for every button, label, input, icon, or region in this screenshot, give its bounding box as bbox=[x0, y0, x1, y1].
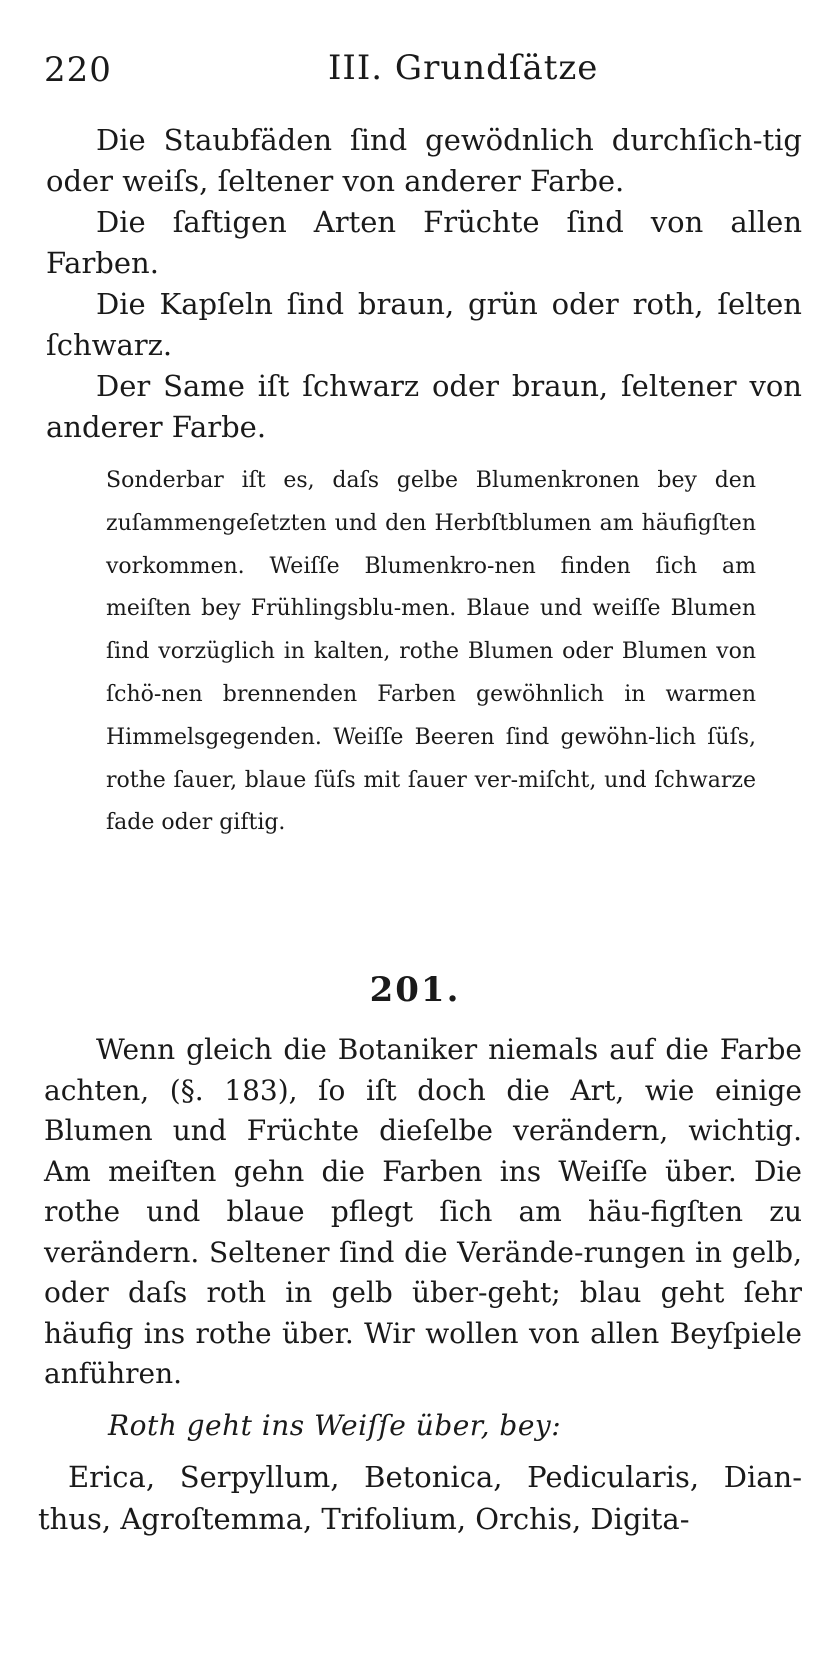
note-text: Sonderbar iſt es, daſs gelbe Blumenkronen bey den zuſammengeſetzten und den Herbſtblumen am häufigſten vorkommen. Weiſſe Blumenkro-nen finden ſich am meiſten bey Frühlingsblu-men. Blaue und weiſſe Blumen ſind vorzüglich in kalten, rothe Blumen oder Blumen von ſchö-nen brennenden Farben gewöhnlich in warmen Himmelsgegenden. Weiſſe Beeren ſind gewöhn-lich ſüſs, rothe ſauer, blaue ſüſs mit ſauer ver-miſcht, und ſchwarze fade oder giftig. bbox=[106, 468, 756, 836]
footnote-block bbox=[106, 460, 756, 845]
paragraph-staubfaeden: Die Staubfäden ſind gewödnlich durchſich-tig oder weiſs, ſeltener von anderer Farbe. bbox=[46, 123, 802, 198]
species-list-text: Erica, Serpyllum, Betonica, Pedicularis, Dian-thus, Agroſtemma, Trifolium, Orchis, Digita- bbox=[38, 1460, 802, 1536]
paragraph-same: Der Same iſt ſchwarz oder braun, ſeltener von anderer Farbe. bbox=[46, 369, 802, 444]
section-body bbox=[44, 1030, 802, 1395]
section-number: 201. bbox=[369, 970, 461, 1010]
paragraph-kapseln: Die Kapſeln ſind braun, grün oder roth, ſelten ſchwarz. bbox=[46, 287, 802, 362]
running-head: III. Grundſätze bbox=[328, 48, 599, 88]
page-header bbox=[44, 42, 784, 92]
section-paragraph: Wenn gleich die Botaniker niemals auf die Farbe achten, (§. 183), ſo iſt doch die Art, wie einige Blumen und Früchte dieſelbe verändern, wichtig. Am meiſten gehn die Farben ins Weiſſe über. Die rothe und blaue pflegt ſich am häu-figſten zu verändern. Seltener ſind die Verände-rungen in gelb, oder daſs roth in gelb über-geht; blau geht ſehr häufig ins rothe über. Wir wollen von allen Beyſpiele anführen. bbox=[44, 1033, 802, 1390]
species-list bbox=[38, 1456, 802, 1540]
body-text-top bbox=[46, 120, 802, 448]
page-number: 220 bbox=[44, 50, 112, 90]
paragraph-fruechte: Die ſaftigen Arten Früchte ſind von allen Farben. bbox=[46, 205, 802, 280]
italic-subheading: Roth geht ins Weiſſe über, bey: bbox=[108, 1409, 562, 1442]
